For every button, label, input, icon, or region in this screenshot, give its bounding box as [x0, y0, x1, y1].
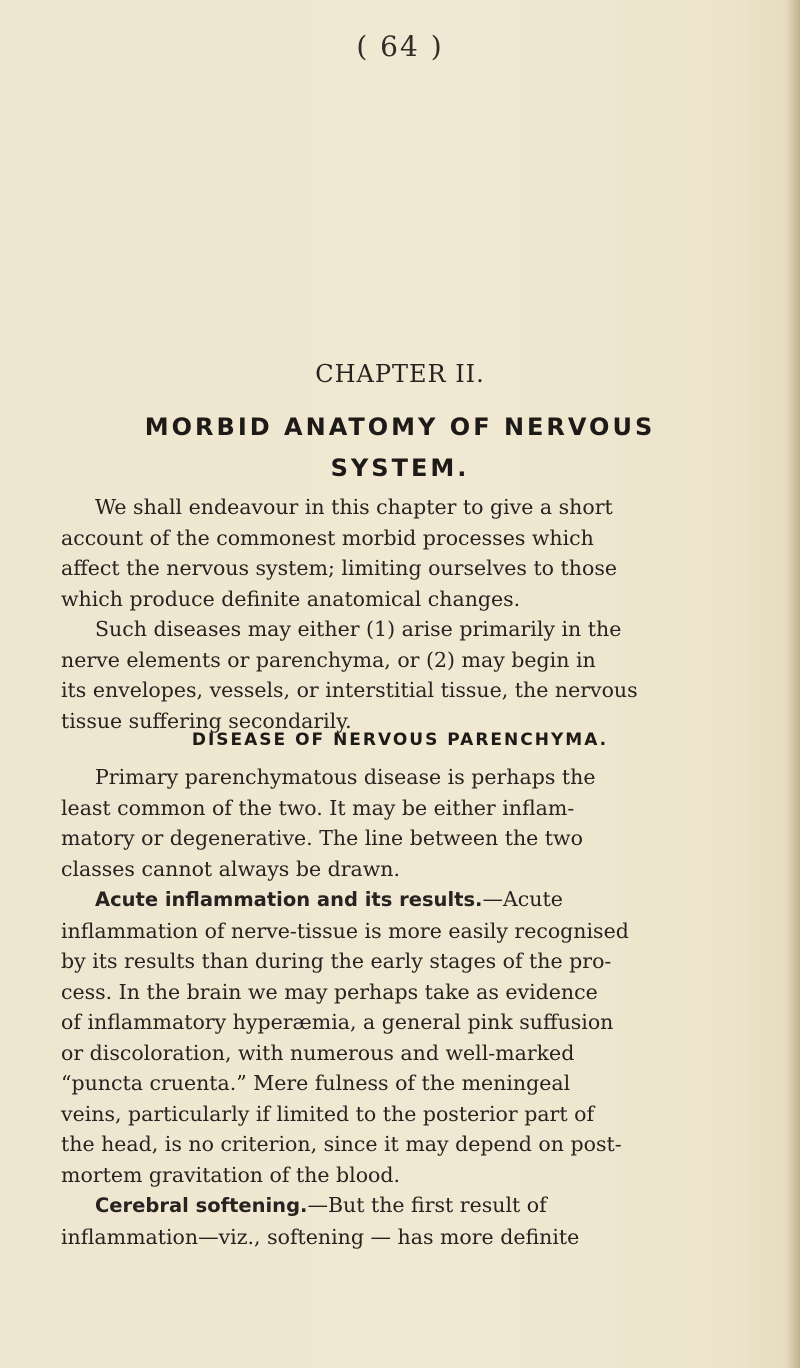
page-edge-shadow	[786, 0, 800, 1368]
text-line: matory or degenerative. The line between the two	[61, 826, 583, 850]
text-line: mortem gravitation of the blood.	[61, 1162, 401, 1187]
text-line: “puncta cruenta.” Mere fulness of the meningeal	[61, 1071, 571, 1095]
acute-inflammation-heading: Acute inflammation and its results.	[95, 888, 483, 911]
text-line: by its results than during the early stages of the pro-	[61, 949, 612, 973]
chapter-title-line-1: MORBID ANATOMY OF NERVOUS	[144, 413, 656, 441]
section-paragraph	[61, 762, 761, 1252]
cerebral-softening-heading: Cerebral softening.	[95, 1194, 308, 1217]
text-fragment: —But the first result of	[307, 1193, 547, 1217]
text-line: affect the nervous system; limiting ourselves to those	[61, 556, 617, 580]
text-line: classes cannot always be drawn.	[61, 856, 401, 881]
text-fragment: —Acute	[482, 887, 563, 911]
text-line: least common of the two. It may be either inflam-	[61, 795, 575, 820]
text-line: inflammation—viz., softening — has more definite	[61, 1224, 580, 1249]
text-line	[61, 1190, 761, 1222]
text-line: nerve elements or parenchyma, or (2) may begin in	[61, 647, 596, 672]
text-line: Such diseases may either (1) arise primarily in the	[95, 617, 622, 641]
text-line: the head, is no criterion, since it may depend on post-	[61, 1132, 622, 1156]
text-line: cess. In the brain we may perhaps take as evidence	[61, 979, 598, 1004]
text-line: Primary parenchymatous disease is perhaps the	[95, 765, 596, 789]
chapter-title-line-2: SYSTEM.	[330, 454, 470, 482]
text-line: or discoloration, with numerous and well-marked	[61, 1040, 575, 1065]
text-line: tissue suffering secondarily.	[61, 708, 352, 733]
text-line: veins, particularly if limited to the posterior part of	[61, 1101, 595, 1126]
section-heading: DISEASE OF NERVOUS PARENCHYMA.	[191, 730, 609, 750]
text-line: of inflammatory hyperæmia, a general pink suffusion	[61, 1010, 614, 1034]
page-number: ( 64 )	[356, 30, 444, 63]
text-line: which produce definite anatomical changes.	[61, 586, 521, 611]
text-line: its envelopes, vessels, or interstitial tissue, the nervous	[61, 678, 638, 702]
text-line: account of the commonest morbid processes which	[61, 525, 594, 550]
text-line: inflammation of nerve-tissue is more easily recognised	[61, 918, 629, 943]
text-line	[61, 884, 761, 916]
text-line: We shall endeavour in this chapter to give a short	[95, 495, 613, 519]
chapter-heading: CHAPTER II.	[315, 360, 485, 388]
intro-paragraph	[61, 492, 761, 736]
